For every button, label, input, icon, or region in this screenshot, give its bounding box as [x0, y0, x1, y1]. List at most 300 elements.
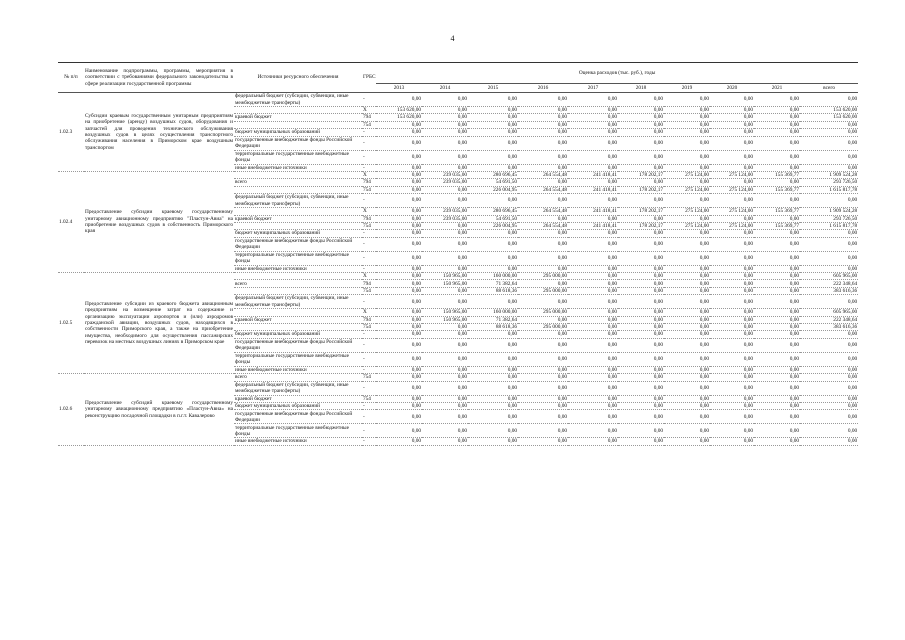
amount-cell: 0,00	[754, 402, 800, 409]
amount-cell: 0,00	[376, 287, 422, 294]
amount-cell: 0,00	[710, 121, 754, 128]
amount-cell: 0,00	[618, 237, 664, 251]
amount-cell: 0,00	[664, 265, 710, 272]
amount-cell: 0,00	[568, 251, 618, 265]
amount-cell: 0,00	[568, 237, 618, 251]
amount-cell: 0,00	[518, 410, 568, 424]
grbs-code: -	[362, 150, 376, 164]
grbs-code: X	[362, 107, 376, 114]
amount-cell: 0,00	[710, 374, 754, 381]
amount-cell: 0,00	[664, 410, 710, 424]
amount-cell: 0,00	[376, 150, 422, 164]
amount-cell: 0,00	[800, 331, 858, 338]
amount-cell: 150 965,00	[422, 280, 468, 287]
funding-source: иные внебюджетные источники	[234, 164, 362, 171]
amount-cell: 0,00	[800, 438, 858, 445]
amount-cell: 0,00	[468, 366, 518, 373]
funding-source: территориальные государственные внебюджетные фонды	[234, 424, 362, 438]
amount-cell: 0,00	[422, 331, 468, 338]
amount-cell: 0,00	[376, 171, 422, 178]
amount-cell: 0,00	[376, 93, 422, 107]
amount-cell: 0,00	[754, 374, 800, 381]
amount-cell: 0,00	[664, 179, 710, 186]
amount-cell: 0,00	[664, 395, 710, 402]
grbs-code: X	[362, 273, 376, 280]
amount-cell: 0,00	[618, 164, 664, 171]
amount-cell: 0,00	[422, 366, 468, 373]
amount-cell: 0,00	[754, 366, 800, 373]
amount-cell: 0,00	[568, 424, 618, 438]
amount-cell: 0,00	[618, 381, 664, 395]
funding-source: государственные внебюджетные фонды Российской Федерации	[234, 338, 362, 352]
section-name: Предоставление субсидий краевому государственному унитарному авиационному предприятию «Пластун-Авиа» на реконструкцию посадочной площадки в п.г.т. Кавалерово	[84, 374, 234, 446]
amount-cell: 241 418,41	[568, 208, 618, 215]
amount-cell: 0,00	[376, 338, 422, 352]
funding-source	[234, 107, 362, 114]
amount-cell: 71 382,64	[468, 316, 518, 323]
amount-cell: 0,00	[468, 121, 518, 128]
amount-cell: 160 000,00	[468, 309, 518, 316]
funding-source: иные внебюджетные источники	[234, 366, 362, 373]
amount-cell: 0,00	[376, 215, 422, 222]
amount-cell: 0,00	[710, 287, 754, 294]
amount-cell: 0,00	[468, 129, 518, 136]
grbs-code: 794	[362, 215, 376, 222]
grbs-code: 754	[362, 395, 376, 402]
amount-cell: 264 554,48	[518, 222, 568, 229]
amount-cell: 0,00	[618, 287, 664, 294]
amount-cell: 0,00	[664, 280, 710, 287]
amount-cell: 0,00	[618, 324, 664, 331]
amount-cell: 1 615 817,78	[800, 222, 858, 229]
amount-cell: 0,00	[710, 215, 754, 222]
amount-cell: 0,00	[376, 280, 422, 287]
amount-cell: 0,00	[710, 265, 754, 272]
amount-cell: 0,00	[422, 374, 468, 381]
amount-cell: 0,00	[800, 338, 858, 352]
amount-cell: 0,00	[710, 381, 754, 395]
amount-cell: 0,00	[664, 129, 710, 136]
amount-cell: 0,00	[618, 215, 664, 222]
funding-source: бюджет муниципальных образований	[234, 402, 362, 409]
amount-cell: 0,00	[568, 295, 618, 309]
amount-cell: 0,00	[422, 121, 468, 128]
amount-cell: 0,00	[710, 237, 754, 251]
header-year: 2016	[518, 84, 568, 93]
amount-cell: 0,00	[468, 164, 518, 171]
amount-cell: 150 965,00	[422, 309, 468, 316]
amount-cell: 0,00	[376, 179, 422, 186]
grbs-code: 754	[362, 121, 376, 128]
amount-cell: 0,00	[710, 410, 754, 424]
amount-cell: 0,00	[518, 150, 568, 164]
amount-cell: 0,00	[710, 107, 754, 114]
amount-cell: 0,00	[710, 402, 754, 409]
funding-source: всего	[234, 374, 362, 381]
funding-source	[234, 287, 362, 294]
amount-cell: 0,00	[468, 395, 518, 402]
amount-cell: 0,00	[800, 164, 858, 171]
amount-cell: 0,00	[754, 251, 800, 265]
amount-cell: 0,00	[618, 194, 664, 208]
amount-cell: 0,00	[468, 410, 518, 424]
header-year: 2014	[422, 84, 468, 93]
amount-cell: 0,00	[664, 107, 710, 114]
funding-source: федеральный бюджет (субсидии, субвенции, иные межбюджетные трансферты)	[234, 295, 362, 309]
amount-cell: 0,00	[376, 136, 422, 150]
amount-cell: 0,00	[618, 121, 664, 128]
amount-cell: 383 616,36	[800, 324, 858, 331]
amount-cell: 155 369,77	[754, 186, 800, 193]
amount-cell: 0,00	[518, 280, 568, 287]
amount-cell: 0,00	[618, 309, 664, 316]
amount-cell: 0,00	[710, 352, 754, 366]
amount-cell: 0,00	[664, 402, 710, 409]
amount-cell: 0,00	[754, 424, 800, 438]
funding-source: государственные внебюджетные фонды Российской Федерации	[234, 136, 362, 150]
amount-cell: 54 691,50	[468, 179, 518, 186]
amount-cell: 264 554,48	[518, 171, 568, 178]
amount-cell: 0,00	[800, 265, 858, 272]
amount-cell: 0,00	[518, 424, 568, 438]
amount-cell: 0,00	[568, 331, 618, 338]
amount-cell: 0,00	[468, 194, 518, 208]
amount-cell: 88 618,36	[468, 324, 518, 331]
amount-cell: 0,00	[800, 237, 858, 251]
amount-cell: 153 620,00	[800, 107, 858, 114]
amount-cell: 0,00	[376, 395, 422, 402]
funding-source: всего	[234, 179, 362, 186]
amount-cell: 0,00	[664, 237, 710, 251]
amount-cell: 0,00	[664, 295, 710, 309]
amount-cell: 280 696,45	[468, 171, 518, 178]
amount-cell: 0,00	[568, 374, 618, 381]
amount-cell: 0,00	[568, 215, 618, 222]
amount-cell: 0,00	[618, 295, 664, 309]
grbs-code: -	[362, 438, 376, 445]
header-year: 2013	[376, 84, 422, 93]
amount-cell: 0,00	[754, 150, 800, 164]
amount-cell: 0,00	[376, 194, 422, 208]
funding-source: иные внебюджетные источники	[234, 265, 362, 272]
amount-cell: 0,00	[376, 121, 422, 128]
grbs-code: -	[362, 265, 376, 272]
amount-cell: 0,00	[518, 194, 568, 208]
amount-cell: 0,00	[518, 114, 568, 121]
amount-cell: 0,00	[568, 273, 618, 280]
amount-cell: 264 554,48	[518, 208, 568, 215]
amount-cell: 0,00	[800, 251, 858, 265]
amount-cell: 0,00	[518, 381, 568, 395]
amount-cell: 0,00	[710, 164, 754, 171]
amount-cell: 0,00	[468, 338, 518, 352]
funding-source	[234, 309, 362, 316]
amount-cell: 0,00	[376, 230, 422, 237]
amount-cell: 153 620,00	[376, 107, 422, 114]
funding-source	[234, 222, 362, 229]
amount-cell: 0,00	[618, 366, 664, 373]
amount-cell: 0,00	[664, 230, 710, 237]
amount-cell: 0,00	[710, 179, 754, 186]
amount-cell: 0,00	[468, 381, 518, 395]
amount-cell: 0,00	[754, 287, 800, 294]
amount-cell: 0,00	[568, 309, 618, 316]
amount-cell: 0,00	[754, 381, 800, 395]
amount-cell: 0,00	[422, 114, 468, 121]
amount-cell: 0,00	[422, 129, 468, 136]
amount-cell: 153 620,00	[376, 114, 422, 121]
amount-cell: 0,00	[800, 136, 858, 150]
amount-cell: 0,00	[376, 208, 422, 215]
amount-cell: 0,00	[518, 338, 568, 352]
grbs-code: 754	[362, 186, 376, 193]
funding-source	[234, 121, 362, 128]
grbs-code: -	[362, 424, 376, 438]
amount-cell: 0,00	[422, 381, 468, 395]
funding-source: краевой бюджет	[234, 316, 362, 323]
amount-cell: 0,00	[800, 129, 858, 136]
grbs-code: 794	[362, 280, 376, 287]
amount-cell: 0,00	[518, 316, 568, 323]
amount-cell: 0,00	[376, 265, 422, 272]
amount-cell: 0,00	[376, 273, 422, 280]
grbs-code: 754	[362, 324, 376, 331]
amount-cell: 0,00	[664, 150, 710, 164]
funding-source: территориальные государственные внебюджетные фонды	[234, 352, 362, 366]
amount-cell: 1 615 817,78	[800, 186, 858, 193]
amount-cell: 0,00	[422, 324, 468, 331]
amount-cell: 0,00	[468, 402, 518, 409]
amount-cell: 0,00	[664, 331, 710, 338]
amount-cell: 239 035,00	[422, 179, 468, 186]
amount-cell: 0,00	[422, 150, 468, 164]
amount-cell: 0,00	[518, 230, 568, 237]
amount-cell: 0,00	[518, 93, 568, 107]
amount-cell: 239 035,00	[422, 171, 468, 178]
amount-cell: 0,00	[376, 237, 422, 251]
funding-source: краевой бюджет	[234, 215, 362, 222]
amount-cell: 0,00	[754, 93, 800, 107]
amount-cell: 0,00	[618, 338, 664, 352]
amount-cell: 295 000,00	[518, 324, 568, 331]
amount-cell: 0,00	[468, 136, 518, 150]
amount-cell: 0,00	[422, 194, 468, 208]
amount-cell: 383 616,36	[800, 287, 858, 294]
amount-cell: 0,00	[468, 424, 518, 438]
grbs-code: X	[362, 309, 376, 316]
amount-cell: 0,00	[664, 121, 710, 128]
amount-cell: 0,00	[664, 352, 710, 366]
budget-table	[58, 62, 858, 446]
amount-cell: 222 348,64	[800, 316, 858, 323]
amount-cell: 0,00	[754, 352, 800, 366]
section-number: 1.02.4	[58, 171, 84, 272]
amount-cell: 0,00	[710, 230, 754, 237]
amount-cell: 0,00	[376, 186, 422, 193]
amount-cell: 0,00	[422, 222, 468, 229]
section-number: 1.02.3	[58, 93, 84, 172]
amount-cell: 0,00	[568, 114, 618, 121]
amount-cell: 0,00	[800, 194, 858, 208]
amount-cell: 0,00	[568, 230, 618, 237]
funding-source	[234, 208, 362, 215]
amount-cell: 0,00	[422, 395, 468, 402]
amount-cell: 293 726,50	[800, 215, 858, 222]
amount-cell: 0,00	[754, 237, 800, 251]
section-number: 1.02.5	[58, 273, 84, 374]
amount-cell: 293 726,50	[800, 179, 858, 186]
amount-cell: 0,00	[468, 265, 518, 272]
amount-cell: 0,00	[568, 381, 618, 395]
amount-cell: 0,00	[376, 374, 422, 381]
amount-cell: 0,00	[468, 251, 518, 265]
amount-cell: 0,00	[422, 136, 468, 150]
funding-source	[234, 324, 362, 331]
amount-cell: 0,00	[664, 136, 710, 150]
grbs-code: -	[362, 295, 376, 309]
amount-cell: 0,00	[710, 366, 754, 373]
amount-cell: 0,00	[376, 424, 422, 438]
amount-cell: 0,00	[800, 366, 858, 373]
amount-cell: 0,00	[754, 438, 800, 445]
section-name: Субсидии краевым государственным унитарным предприятиям на приобретение (аренду) воздушных судов, оборудования и запчастей для проведения технического обслуживания воздушных судов в целях осуществления транспортного обслуживания населения в Приморском крае воздушным транспортом	[84, 93, 234, 172]
amount-cell: 0,00	[376, 129, 422, 136]
funding-source	[234, 273, 362, 280]
amount-cell: 0,00	[568, 366, 618, 373]
amount-cell: 0,00	[664, 93, 710, 107]
amount-cell: 0,00	[422, 410, 468, 424]
amount-cell: 0,00	[376, 402, 422, 409]
amount-cell: 0,00	[710, 251, 754, 265]
header-year: 2019	[664, 84, 710, 93]
amount-cell: 275 124,00	[664, 222, 710, 229]
grbs-code: X	[362, 171, 376, 178]
amount-cell: 0,00	[618, 230, 664, 237]
amount-cell: 0,00	[518, 331, 568, 338]
amount-cell: 0,00	[376, 324, 422, 331]
grbs-code: -	[362, 366, 376, 373]
funding-source: всего	[234, 280, 362, 287]
amount-cell: 0,00	[518, 366, 568, 373]
amount-cell: 0,00	[754, 215, 800, 222]
header-name: Наименование подпрограммы, программы, мероприятия в соответствии с требованиями федерального законодательства в сфере реализации государственной программы	[84, 63, 234, 93]
amount-cell: 0,00	[376, 316, 422, 323]
amount-cell: 0,00	[800, 374, 858, 381]
amount-cell: 0,00	[754, 331, 800, 338]
amount-cell: 0,00	[754, 107, 800, 114]
amount-cell: 178 202,17	[618, 222, 664, 229]
funding-source: бюджет муниципальных образований	[234, 129, 362, 136]
amount-cell: 0,00	[710, 114, 754, 121]
amount-cell: 0,00	[618, 273, 664, 280]
amount-cell: 0,00	[422, 287, 468, 294]
amount-cell: 0,00	[468, 230, 518, 237]
amount-cell: 88 618,36	[468, 287, 518, 294]
grbs-code: -	[362, 251, 376, 265]
amount-cell: 0,00	[664, 366, 710, 373]
amount-cell: 0,00	[618, 129, 664, 136]
amount-cell: 275 124,00	[664, 208, 710, 215]
amount-cell: 0,00	[568, 316, 618, 323]
amount-cell: 0,00	[568, 179, 618, 186]
amount-cell: 295 000,00	[518, 309, 568, 316]
amount-cell: 0,00	[664, 251, 710, 265]
amount-cell: 0,00	[618, 352, 664, 366]
amount-cell: 0,00	[710, 194, 754, 208]
grbs-code: 754	[362, 222, 376, 229]
amount-cell: 150 965,00	[422, 273, 468, 280]
amount-cell: 0,00	[468, 438, 518, 445]
funding-source: краевой бюджет	[234, 395, 362, 402]
amount-cell: 0,00	[710, 273, 754, 280]
section-name: Предоставление субсидии краевому государственному унитарному авиационному предприятию "Пластун-Авиа" на приобретение воздушных судов в собственность Приморского края	[84, 171, 234, 272]
amount-cell: 0,00	[518, 352, 568, 366]
amount-cell: 0,00	[568, 136, 618, 150]
amount-cell: 295 000,00	[518, 287, 568, 294]
amount-cell: 0,00	[710, 295, 754, 309]
funding-source: бюджет муниципальных образований	[234, 331, 362, 338]
amount-cell: 178 202,17	[618, 171, 664, 178]
amount-cell: 178 202,17	[618, 208, 664, 215]
amount-cell: 0,00	[468, 331, 518, 338]
amount-cell: 0,00	[422, 338, 468, 352]
amount-cell: 0,00	[754, 338, 800, 352]
amount-cell: 275 124,00	[664, 186, 710, 193]
funding-source: краевой бюджет	[234, 114, 362, 121]
table-body	[58, 93, 858, 446]
amount-cell: 0,00	[710, 424, 754, 438]
amount-cell: 0,00	[376, 295, 422, 309]
table-row	[58, 273, 858, 280]
amount-cell: 0,00	[376, 251, 422, 265]
amount-cell: 0,00	[568, 410, 618, 424]
amount-cell: 155 369,77	[754, 208, 800, 215]
amount-cell: 0,00	[422, 107, 468, 114]
amount-cell: 0,00	[664, 316, 710, 323]
amount-cell: 0,00	[800, 150, 858, 164]
amount-cell: 0,00	[568, 93, 618, 107]
grbs-code: -	[362, 136, 376, 150]
amount-cell: 0,00	[664, 215, 710, 222]
amount-cell: 0,00	[568, 164, 618, 171]
amount-cell: 0,00	[422, 402, 468, 409]
header-num: № п/п	[58, 63, 84, 93]
amount-cell: 0,00	[568, 287, 618, 294]
amount-cell: 605 965,00	[800, 273, 858, 280]
amount-cell: 0,00	[710, 331, 754, 338]
grbs-code: -	[362, 194, 376, 208]
amount-cell: 0,00	[518, 215, 568, 222]
amount-cell: 0,00	[618, 316, 664, 323]
grbs-code: 794	[362, 114, 376, 121]
amount-cell: 1 909 524,28	[800, 208, 858, 215]
amount-cell: 0,00	[800, 93, 858, 107]
amount-cell: 226 004,95	[468, 222, 518, 229]
amount-cell: 0,00	[518, 295, 568, 309]
table-row	[58, 374, 858, 381]
header-estimate: Оценка расходов (тыс. руб.), годы	[376, 63, 858, 84]
amount-cell: 275 124,00	[664, 171, 710, 178]
amount-cell: 0,00	[422, 265, 468, 272]
amount-cell: 0,00	[422, 230, 468, 237]
table-row	[58, 171, 858, 178]
funding-source: государственные внебюджетные фонды Российской Федерации	[234, 237, 362, 251]
amount-cell: 0,00	[422, 352, 468, 366]
amount-cell: 0,00	[754, 280, 800, 287]
amount-cell: 239 035,00	[422, 215, 468, 222]
grbs-code: -	[362, 164, 376, 171]
amount-cell: 0,00	[754, 410, 800, 424]
